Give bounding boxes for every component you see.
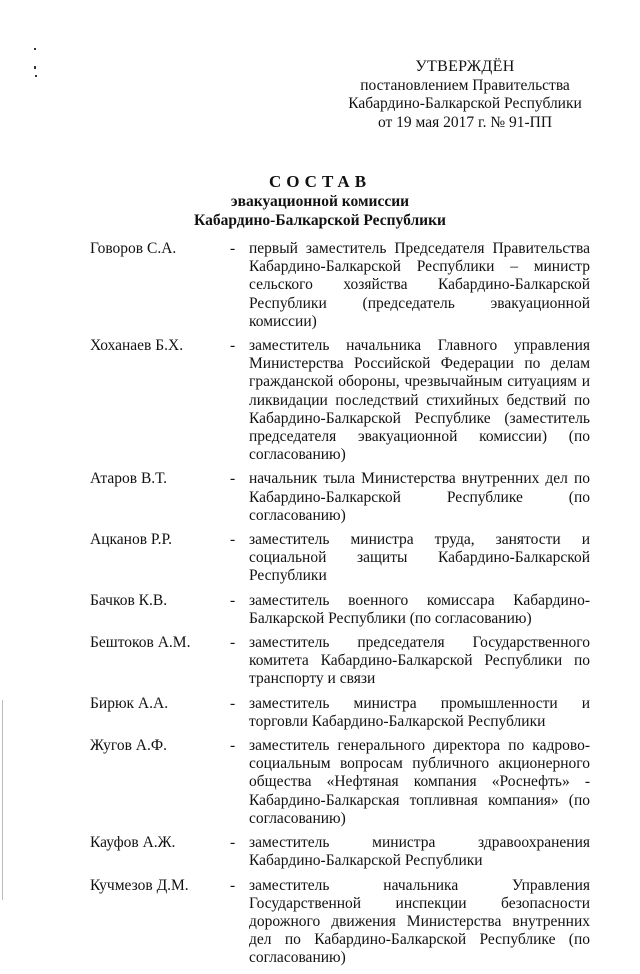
scan-mark [34,66,36,69]
member-role: начальник тыла Министерства внутренних дел по Кабардино-Балкарской Республике (по согласованию) [249,470,590,524]
member-name: Бачков К.В. [90,591,168,609]
member-row [90,531,590,586]
member-row [90,240,590,331]
member-name: Атаров В.Т. [90,470,167,488]
approval-block [340,58,590,132]
approval-line: Кабардино-Балкарской Республики [348,95,582,112]
member-name: Говоров С.А. [90,240,177,257]
member-row [90,470,590,525]
member-dash: - [230,531,236,549]
member-role: заместитель начальника Управления Государственной инспекции безопасности дорожного движения Министерства внутренних дел по Кабардино-Балкарской Республике (по согласованию) [249,876,590,967]
member-role: заместитель министра здравоохранения Кабардино-Балкарской Республики [249,834,590,870]
approval-date-line: от 19 мая 2017 г. № 91-ПП [377,113,553,131]
approval-line: постановлением Правительства [360,76,570,94]
member-row [90,634,590,689]
members-list [90,240,590,974]
document-title: СОСТАВ [268,172,372,191]
member-name: Бирюк А.А. [90,694,169,712]
member-dash: - [230,737,236,755]
member-dash: - [230,694,236,712]
member-role: заместитель начальника Главного управления Министерства Российской Федерации по делам гражданской обороны, чрезвычайным ситуациям и ликвидации последствий стихийных бедствий по Кабардино-Балкарской Республике (заместитель председателя эвакуационной комиссии) (по согласованию) [249,337,590,464]
member-name: Кучмезов Д.М. [90,876,189,894]
member-dash: - [230,337,236,355]
member-name: Жугов А.Ф. [90,737,167,755]
member-dash: - [230,834,236,852]
member-name: Кауфов А.Ж. [90,834,176,852]
member-dash: - [230,240,236,257]
scan-mark [34,48,36,50]
member-role: заместитель военного комиссара Кабардино-Балкарской Республики (по согласованию) [249,591,590,627]
member-role: заместитель председателя Государственного комитета Кабардино-Балкарской Республики по транспорту и связи [249,634,590,688]
member-row [90,337,590,464]
member-role: заместитель министра труда, занятости и социальной защиты Кабардино-Балкарской Республики [249,531,590,585]
member-dash: - [230,591,236,609]
member-name: Хоханаев Б.Х. [90,337,184,355]
member-row [90,592,590,628]
member-row [90,737,590,828]
member-name: Ацканов Р.Р. [90,531,173,549]
member-row [90,695,590,731]
member-role: заместитель министра промышленности и торговли Кабардино-Балкарской Республики [249,694,590,730]
member-dash: - [230,470,236,488]
document-subtitle: Кабардино-Балкарской Республики [194,211,446,229]
member-row [90,834,590,870]
document-heading [150,171,490,230]
member-dash: - [230,876,236,894]
scan-mark [35,75,37,77]
member-dash: - [230,634,236,652]
member-name: Бештоков А.М. [90,634,191,652]
approved-label: УТВЕРЖДЁН [415,58,515,75]
member-role: первый заместитель Председателя Правительства Кабардино-Балкарской Республики – министр сельского хозяйства Кабардино-Балкарской Республики (председатель эвакуационной комиссии) [249,240,590,330]
document-subtitle: эвакуационной комиссии [230,193,410,210]
scan-mark [2,700,3,900]
member-row [90,877,590,968]
member-role: заместитель генерального директора по кадрово-социальным вопросам публичного акционерного общества «Нефтяная компания «Роснефть» - Кабардино-Балкарская топливная компания» (по согласованию) [249,737,590,827]
